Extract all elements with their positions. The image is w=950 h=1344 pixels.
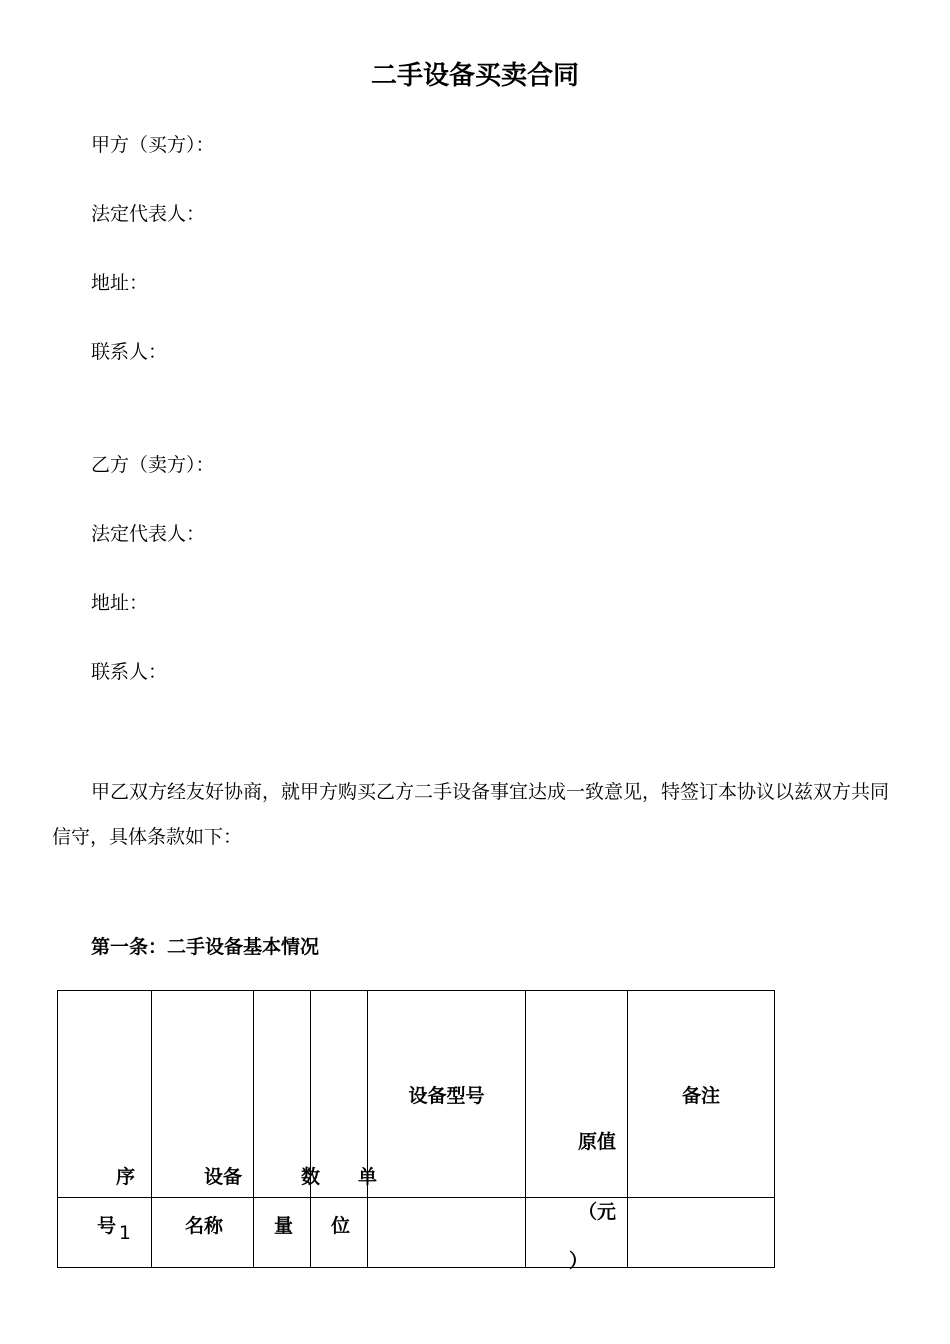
header-seq [58, 991, 152, 1237]
header-unit-line1: 单 [358, 1166, 378, 1188]
header-seq-line1: 序 [116, 1166, 136, 1188]
party-b-label: 乙方（卖方）： [91, 454, 215, 476]
header-value [526, 991, 628, 1272]
party-a-label: 甲方（买方）： [91, 134, 215, 156]
header-model-label: 设备型号 [408, 1084, 485, 1107]
party-a-address: 地址： [91, 272, 149, 294]
header-qty-line1: 数 [301, 1166, 321, 1188]
party-a-contact: 联系人： [91, 341, 168, 363]
header-seq-line2: 号 [97, 1215, 117, 1237]
header-model [368, 991, 526, 1198]
header-qty-line2: 量 [274, 1215, 294, 1237]
header-value-line3: ） [569, 1250, 589, 1272]
header-remarks [628, 991, 775, 1198]
row-seq: 1 [58, 1198, 152, 1268]
header-qty [254, 991, 321, 1237]
article-1-heading: 第一条：二手设备基本情况 [91, 936, 320, 958]
intro-paragraph: 甲乙双方经友好协商，就甲方购买乙方二手设备事宜达成一致意见，特签订本协议以兹双方共同信守，具体条款如下： [52, 781, 890, 848]
header-name [152, 991, 254, 1237]
party-b-address: 地址： [91, 592, 149, 614]
equipment-table [57, 990, 775, 1272]
contract-title: 二手设备买卖合同 [370, 61, 579, 91]
party-b-legal-rep: 法定代表人： [91, 523, 206, 545]
header-value-line1: 原值 [578, 1131, 617, 1153]
header-name-line1: 设备 [204, 1166, 243, 1188]
row-remarks[interactable] [628, 1198, 775, 1268]
table-row [58, 1198, 775, 1268]
row-model[interactable] [368, 1198, 526, 1268]
header-remarks-label: 备注 [681, 1084, 720, 1107]
header-value-line2: （元 [578, 1201, 617, 1223]
header-name-line2: 名称 [185, 1215, 224, 1237]
party-a-legal-rep: 法定代表人： [91, 203, 206, 225]
table-header-row [58, 991, 775, 1198]
party-b-contact: 联系人： [91, 661, 168, 683]
header-unit-line2: 位 [331, 1215, 351, 1237]
